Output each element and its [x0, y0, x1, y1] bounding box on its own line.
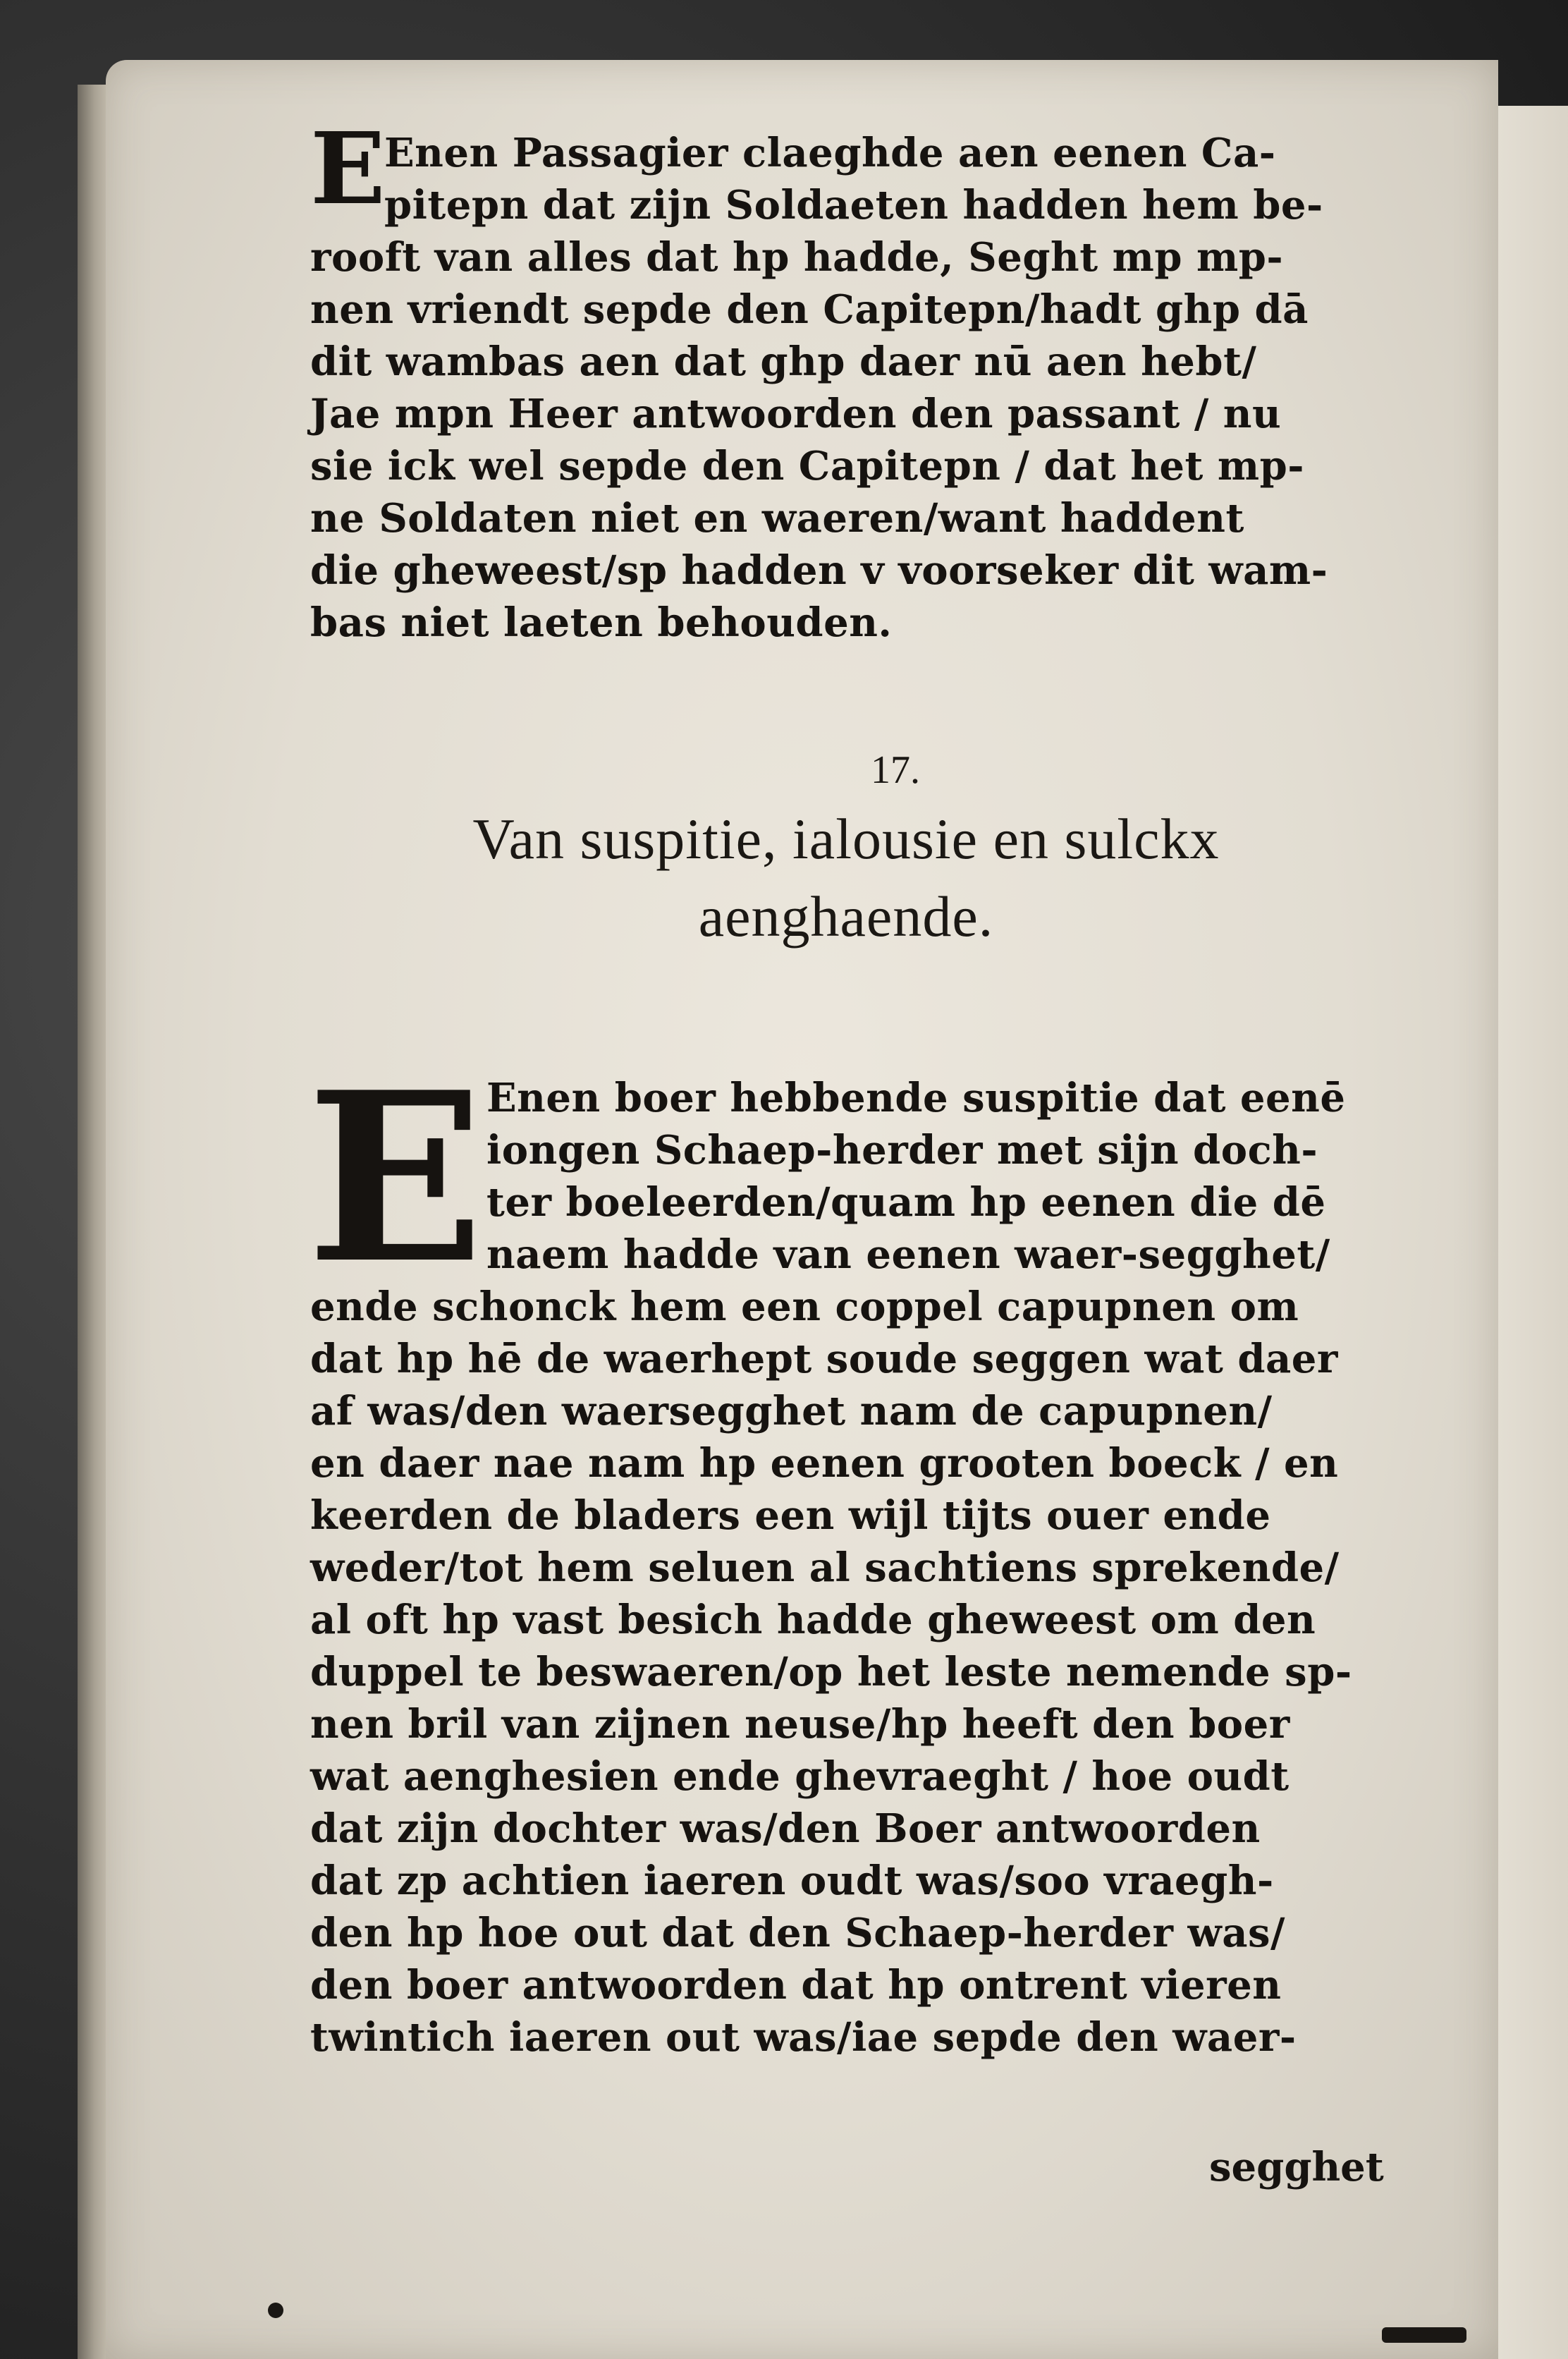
text-line: naem hadde van eenen waer-segghet/: [486, 1231, 1330, 1278]
drop-cap-initial-large: E: [307, 1041, 484, 1315]
text-line: wat aenghesien ende ghevraeght / hoe oudt: [310, 1753, 1290, 1800]
text-line: dat hp hē de waerhept soude seggen wat daer: [310, 1336, 1338, 1382]
text-line: Enen boer hebbende suspitie dat eenē: [486, 1075, 1346, 1121]
anecdote-paragraph-2: [310, 1072, 1389, 2064]
catchword: segghet: [1209, 2144, 1384, 2190]
text-line: sie ick wel sepde den Capitepn / dat het mp-: [310, 443, 1305, 489]
text-line: weder/tot hem seluen al sachtiens sprekende/: [310, 1544, 1340, 1591]
text-line: Jae mpn Heer antwoorden den passant / nu: [310, 391, 1282, 437]
text-line: nen vriendt sepde den Capitepn/hadt ghp dā: [310, 286, 1309, 333]
text-line: al oft hp vast besich hadde gheweest om den: [310, 1597, 1316, 1643]
text-line: ter boeleerden/quam hp eenen die dē: [486, 1179, 1326, 1226]
text-line: Enen Passagier claeghde aen eenen Ca-: [384, 130, 1276, 176]
drop-cap-initial: E: [310, 111, 386, 227]
text-line: den boer antwoorden dat hp ontrent vieren: [310, 1962, 1282, 2008]
text-line: iongen Schaep-herder met sijn doch-: [486, 1127, 1318, 1174]
ink-dot-mark: [268, 2303, 283, 2318]
text-line: twintich iaeren out was/iae sepde den waer-: [310, 2014, 1297, 2061]
text-line: duppel te beswaeren/op het leste nemende sp-: [310, 1649, 1352, 1695]
heading-line: aenghaende.: [698, 884, 994, 949]
text-line: dit wambas aen dat ghp daer nū aen hebt/: [310, 339, 1257, 385]
text-line: nen bril van zijnen neuse/hp heeft den boer: [310, 1701, 1290, 1748]
text-line: en daer nae nam hp eenen grooten boeck / en: [310, 1440, 1339, 1487]
bottom-edge-mark: [1382, 2327, 1466, 2343]
text-line: pitepn dat zijn Soldaeten hadden hem be-: [384, 182, 1323, 228]
text-line: den hp hoe out dat den Schaep-herder was/: [310, 1910, 1285, 1956]
text-line: die gheweest/sp hadden v voorseker dit wam-: [310, 547, 1328, 594]
text-line: ne Soldaten niet en waeren/want haddent: [310, 495, 1244, 542]
text-line: bas niet laeten behouden.: [310, 599, 893, 646]
text-line: rooft van alles dat hp hadde, Seght mp mp-: [310, 234, 1284, 281]
text-line: keerden de bladers een wijl tijts ouer ende: [310, 1492, 1271, 1539]
text-line: dat zp achtien iaeren oudt was/soo vraegh-: [310, 1858, 1274, 1904]
text-line: af was/den waersegghet nam de capupnen/: [310, 1388, 1273, 1434]
section-heading: [310, 800, 1382, 956]
heading-line: Van suspitie, ialousie en sulckx: [472, 807, 1220, 871]
text-line: dat zijn dochter was/den Boer antwoorden: [310, 1805, 1261, 1852]
anecdote-paragraph-1: [310, 127, 1389, 649]
text-line: ende schonck hem een coppel capupnen om: [310, 1284, 1299, 1330]
section-number: 17.: [871, 748, 920, 792]
